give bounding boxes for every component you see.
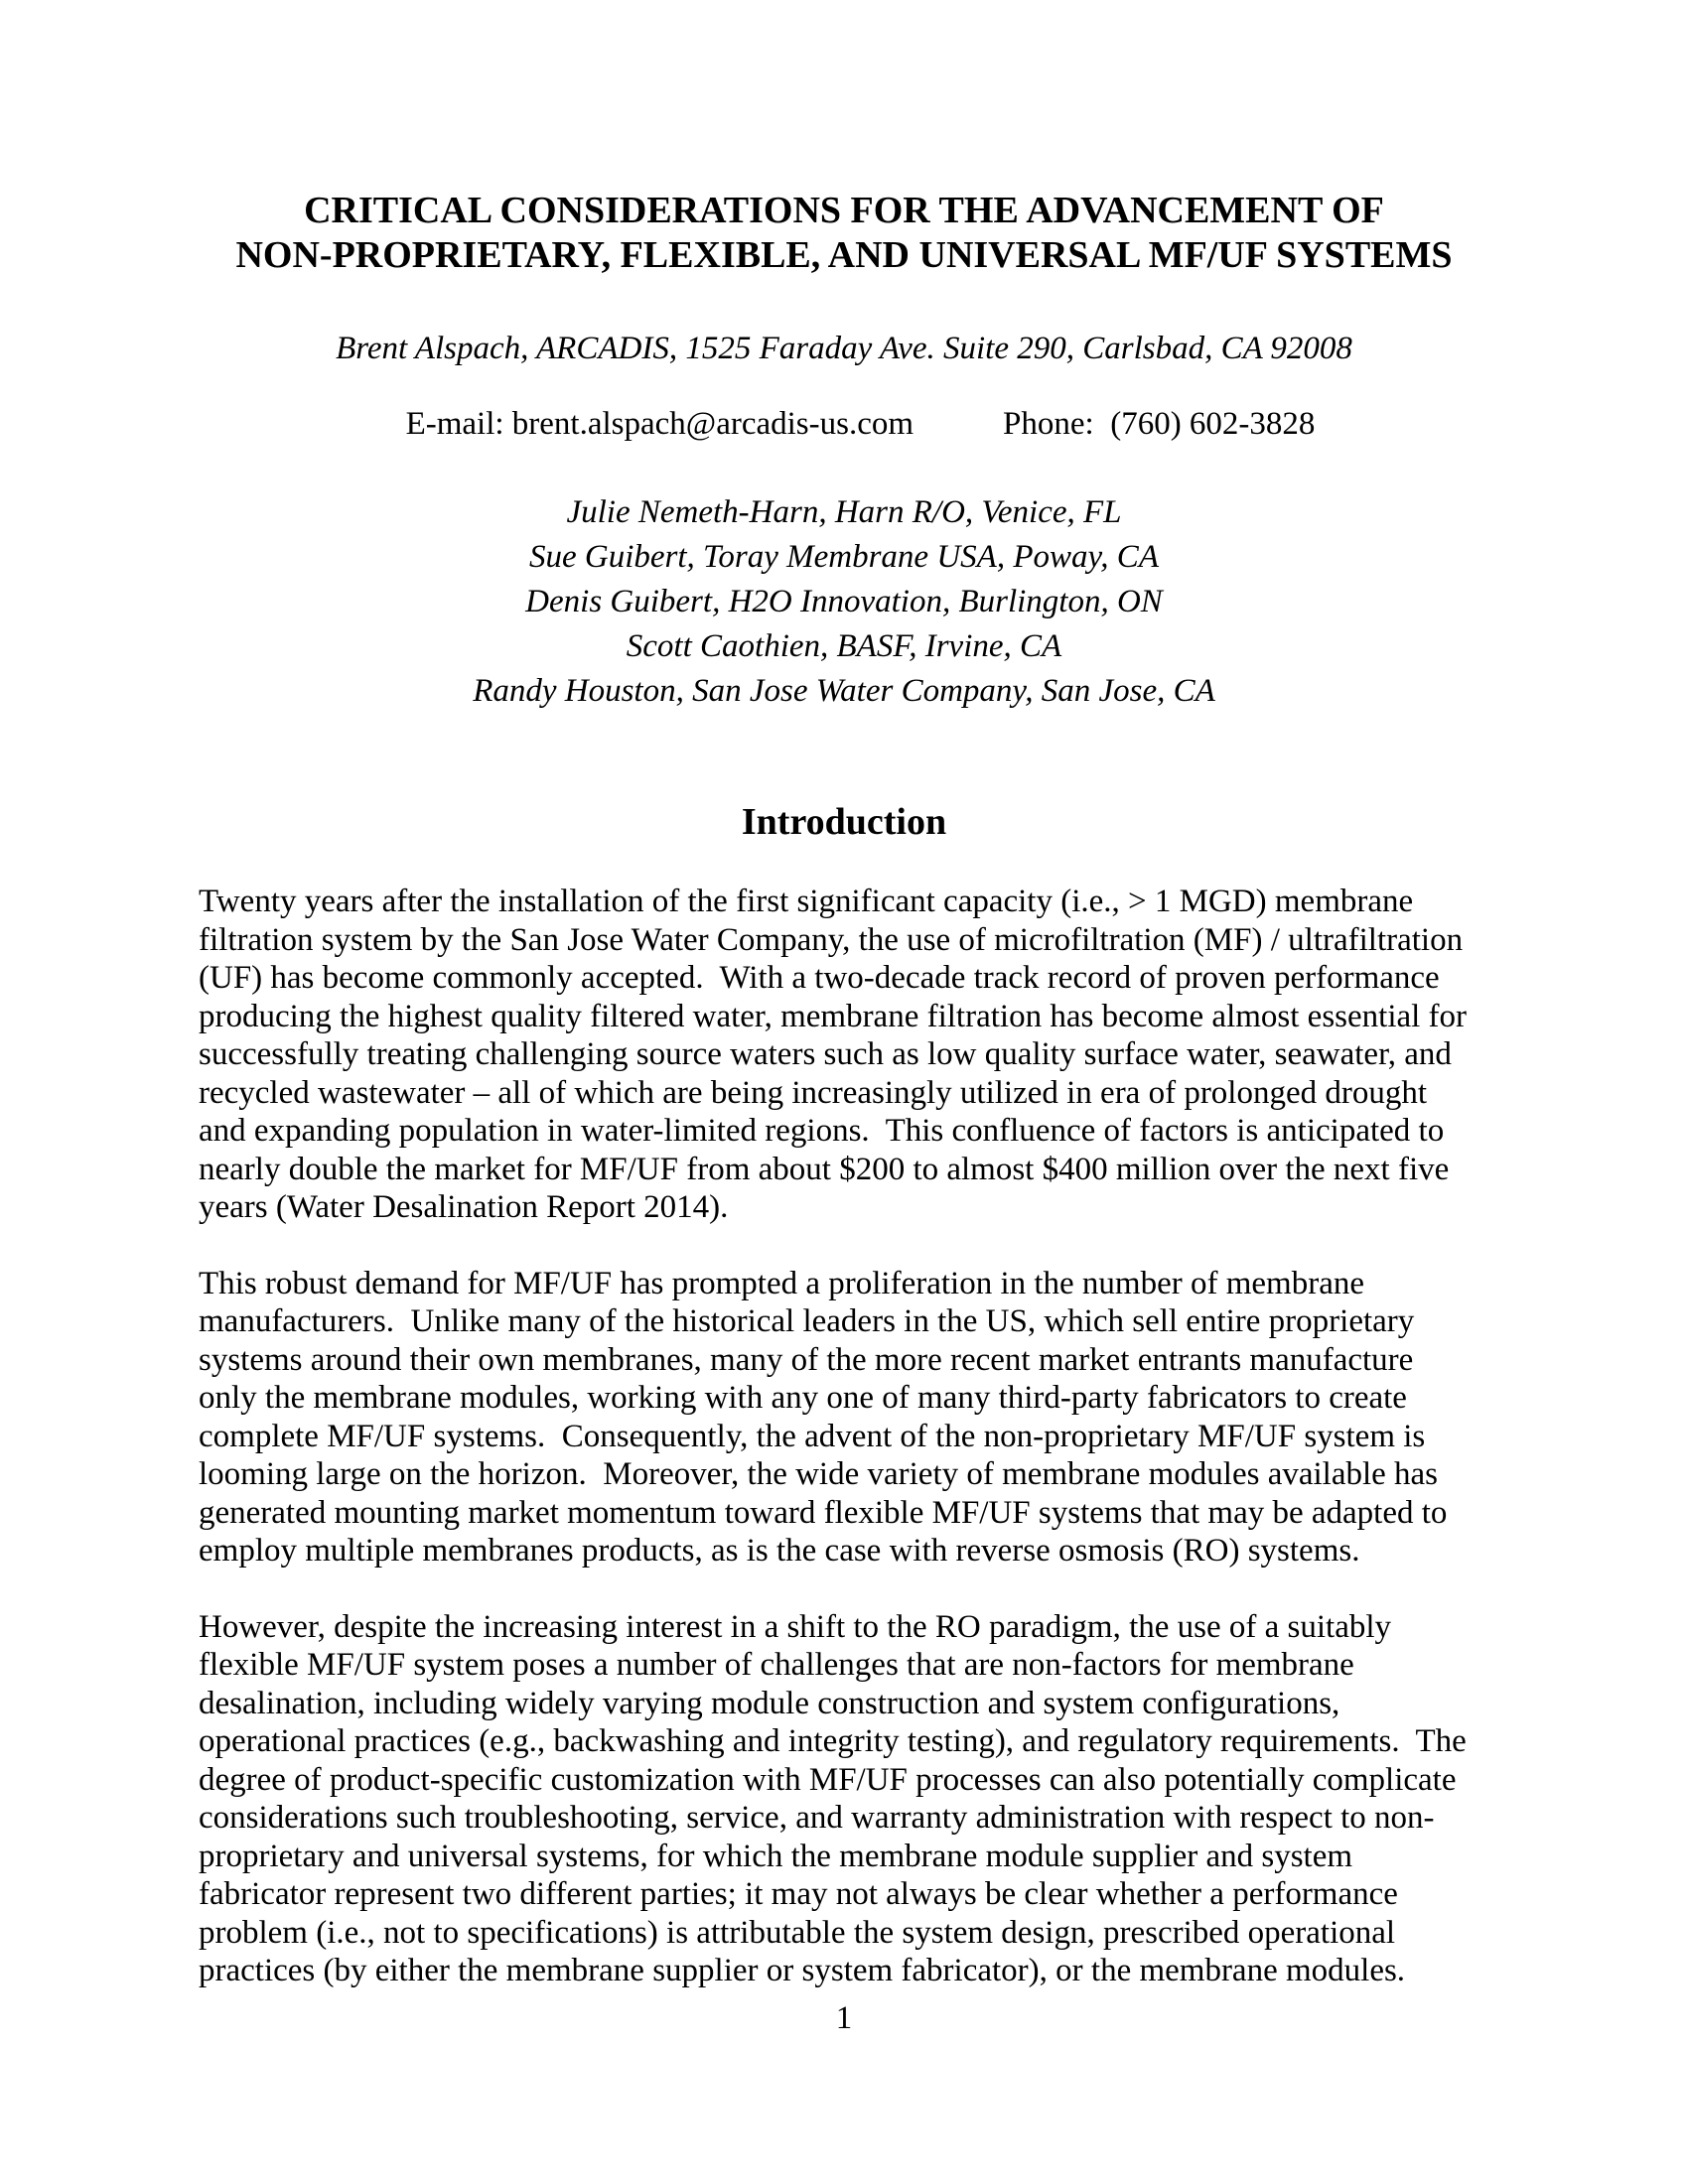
paragraph-line: manufacturers. Unlike many of the historical leaders in the US, which sell entire proprietary bbox=[199, 1303, 1415, 1339]
paragraph-line: degree of product-specific customization with MF/UF processes can also potentially complicate bbox=[199, 1761, 1457, 1798]
paragraph-line: producing the highest quality filtered water, membrane filtration has become almost essential for bbox=[199, 998, 1468, 1034]
paragraph-line: (UF) has become commonly accepted. With a two-decade track record of proven performance bbox=[199, 960, 1440, 996]
paragraph-line: considerations such troubleshooting, service, and warranty administration with respect to non- bbox=[199, 1800, 1435, 1836]
paragraph-line: fabricator represent two different parties; it may not always be clear whether a performance bbox=[199, 1876, 1398, 1912]
paragraph-line: operational practices (e.g., backwashing and integrity testing), and regulatory requirements. The bbox=[199, 1723, 1467, 1759]
paragraph-line: and expanding population in water-limited regions. This confluence of factors is anticipated to bbox=[199, 1113, 1445, 1149]
paragraph-line: employ multiple membranes products, as is the case with reverse osmosis (RO) systems. bbox=[199, 1533, 1360, 1569]
paragraph-line: successfully treating challenging source waters such as low quality surface water, seawater, and bbox=[199, 1036, 1452, 1072]
paragraph-line: complete MF/UF systems. Consequently, the advent of the non-proprietary MF/UF system is bbox=[199, 1418, 1426, 1454]
primary-author-line: Brent Alspach, ARCADIS, 1525 Faraday Ave. Suite 290, Carlsbad, CA 92008 bbox=[336, 331, 1352, 366]
page-title-line-2: NON-PROPRIETARY, FLEXIBLE, AND UNIVERSAL MF/UF SYSTEMS bbox=[235, 234, 1453, 276]
body-paragraph bbox=[199, 1265, 1489, 1570]
paragraph-line: proprietary and universal systems, for which the membrane module supplier and system bbox=[199, 1838, 1353, 1874]
paragraph-line: filtration system by the San Jose Water Company, the use of microfiltration (MF) / ultrafiltration bbox=[199, 921, 1464, 958]
paragraph-line: This robust demand for MF/UF has prompted a proliferation in the number of membrane bbox=[199, 1265, 1364, 1301]
coauthor-line: Julie Nemeth-Harn, Harn R/O, Venice, FL bbox=[566, 494, 1122, 530]
paragraph-line: recycled wastewater – all of which are being increasingly utilized in era of prolonged drought bbox=[199, 1074, 1428, 1111]
paragraph-line: years (Water Desalination Report 2014). bbox=[199, 1189, 729, 1225]
introduction-paragraphs bbox=[199, 883, 1489, 1990]
paragraph-line: systems around their own membranes, many of the more recent market entrants manufacture bbox=[199, 1341, 1414, 1378]
paragraph-line: only the membrane modules, working with any one of many third-party fabricators to create bbox=[199, 1380, 1407, 1416]
paragraph-line: However, despite the increasing interest in a shift to the RO paradigm, the use of a suitably bbox=[199, 1608, 1392, 1645]
paragraph-line: generated mounting market momentum toward flexible MF/UF systems that may be adapted to bbox=[199, 1494, 1448, 1531]
paragraph-line: flexible MF/UF system poses a number of challenges that are non-factors for membrane bbox=[199, 1647, 1354, 1683]
coauthor-line: Denis Guibert, H2O Innovation, Burlington, ON bbox=[525, 584, 1163, 619]
coauthor-line: Randy Houston, San Jose Water Company, San Jose, CA bbox=[473, 673, 1215, 709]
phone-text: Phone: (760) 602-3828 bbox=[1003, 406, 1316, 442]
body-paragraph bbox=[199, 883, 1489, 1227]
contact-line bbox=[199, 367, 1489, 480]
coauthor-line: Sue Guibert, Toray Membrane USA, Poway, CA bbox=[529, 539, 1159, 575]
paragraph-line: nearly double the market for MF/UF from about $200 to almost $400 million over the next five bbox=[199, 1151, 1450, 1187]
paragraph-line: Twenty years after the installation of the first significant capacity (i.e., > 1 MGD) membrane bbox=[199, 884, 1414, 919]
paragraph-line: looming large on the horizon. Moreover, the wide variety of membrane modules available has bbox=[199, 1456, 1439, 1492]
page-title bbox=[199, 189, 1489, 278]
paragraph-line: desalination, including widely varying module construction and system configurations, bbox=[199, 1685, 1340, 1721]
coauthor-line: Scott Caothien, BASF, Irvine, CA bbox=[626, 628, 1062, 664]
page-title-line-1: CRITICAL CONSIDERATIONS FOR THE ADVANCEMENT OF bbox=[304, 190, 1384, 231]
body-paragraph bbox=[199, 1608, 1489, 1990]
coauthors-list bbox=[199, 490, 1489, 714]
paragraph-line: problem (i.e., not to specifications) is attributable the system design, prescribed operational bbox=[199, 1914, 1396, 1951]
page-number: 1 bbox=[835, 2000, 853, 2036]
paragraph-line: practices (by either the membrane supplier or system fabricator), or the membrane modules. bbox=[199, 1953, 1406, 1988]
section-heading-introduction: Introduction bbox=[741, 801, 947, 843]
email-text: E-mail: brent.alspach@arcadis-us.com bbox=[405, 406, 914, 442]
